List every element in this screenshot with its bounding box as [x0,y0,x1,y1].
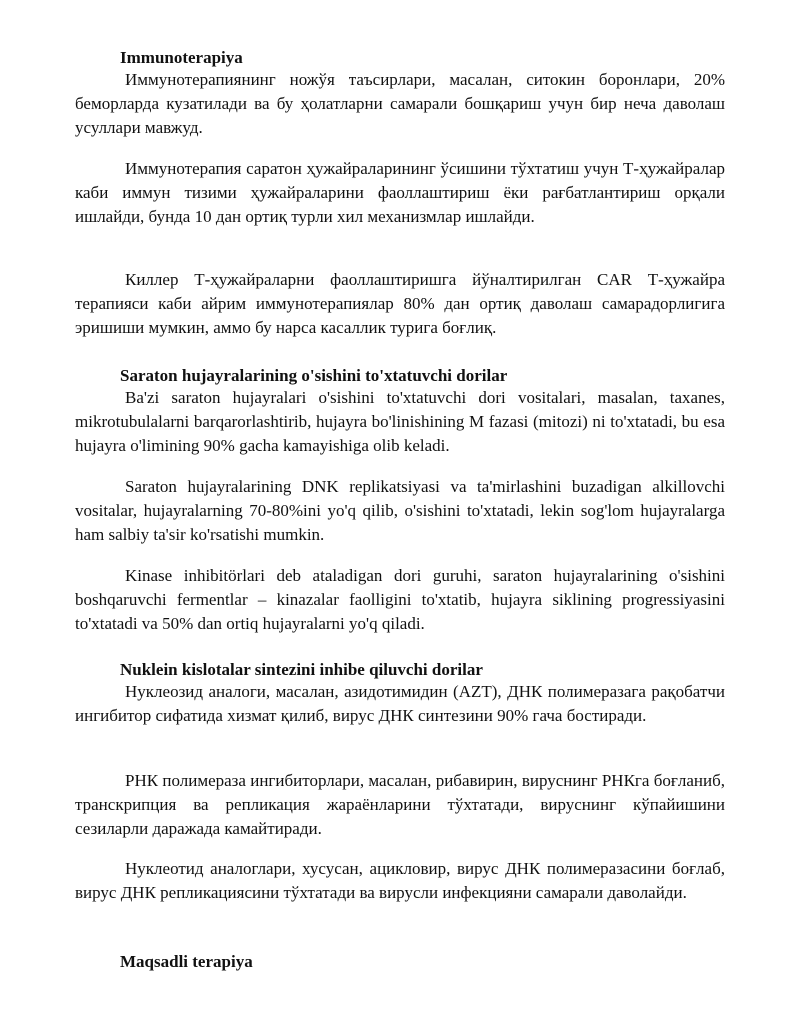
section-heading-immunotherapy: Immunoterapiya [120,48,243,67]
paragraph-taxanes: Ba'zi saraton hujayralari o'sishini to'xtatuvchi dori vositalari, masalan, taxanes, mikrotubulalarni barqarorlashtirib, hujayra bo'linishining M fazasi (mitozi) ni to'xtatadi, bu esa hujayra o'limining 90% gacha kamayishiga olib keladi. [75,388,725,455]
paragraph-rna-polymerase-inhibitors: РНК полимераза ингибиторлари, масалан, рибавирин, вируснинг РНКга боғланиб, транскрипция ва репликация жараёнларини тўхтатади, вируснинг кўпайишини сезиларли даражада камайтиради. [75,771,725,838]
paragraph-kinase-inhibitors: Kinase inhibitörlari deb ataladigan dori guruhi, saraton hujayralarining o'sishini boshqaruvchi fermentlar – kinazalar faolligini to'xtatib, hujayra siklining progressiyasini to'xtatadi va 50% dan ortiq hujayralarni yo'q qiladi. [75,566,725,633]
paragraph-car-t-therapy: Киллер Т-ҳужайраларни фаоллаштиришга йўналтирилган CAR Т-ҳужайра терапияси каби айрим иммунотерапиялар 80% дан ортиқ даволаш самарадорлигига эришиши мумкин, аммо бу нарса касаллик турига боғлиқ. [75,270,725,337]
paragraph-immunotherapy-side-effects: Иммунотерапиянинг ножўя таъсирлари, масалан, ситокин боронлари, 20% беморларда кузатилади ва бу ҳолатларни самарали бошқариш учун бир неча даволаш усуллари мавжуд. [75,70,725,137]
paragraph-nucleoside-analogs: Нуклеозид аналоги, масалан, азидотимидин (AZT), ДНК полимеразага рақобатчи ингибитор сифатида хизмат қилиб, вирус ДНК синтезини 90% гача бостиради. [75,682,725,725]
section-heading-nucleic-acid-inhibitors: Nuklein kislotalar sintezini inhibe qiluvchi dorilar [120,660,483,679]
section-heading-targeted-therapy: Maqsadli terapiya [120,952,253,971]
paragraph-nucleotide-analogs: Нуклеотид аналоглари, хусусан, ацикловир, вирус ДНК полимеразасини боғлаб, вирус ДНК репликациясини тўхтатади ва вирусли инфекцияни самарали даволайди. [75,859,725,902]
paragraph-immunotherapy-mechanism: Иммунотерапия саратон ҳужайраларининг ўсишини тўхтатиш учун Т-ҳужайралар каби иммун тизими ҳужайраларини фаоллаштириш ёки рағбатлантириш орқали ишлайди, бунда 10 дан ортиқ турли хил механизмлар ишлайди. [75,159,725,226]
section-heading-growth-inhibitors: Saraton hujayralarining o'sishini to'xtatuvchi dorilar [120,366,508,385]
paragraph-alkylating-agents: Saraton hujayralarining DNK replikatsiyasi va ta'mirlashini buzadigan alkillovchi vositalar, hujayralarning 70-80%ini yo'q qilib, o'sishini to'xtatadi, lekin sog'lom hujayralarga ham salbiy ta'sir ko'rsatishi mumkin. [75,477,725,544]
